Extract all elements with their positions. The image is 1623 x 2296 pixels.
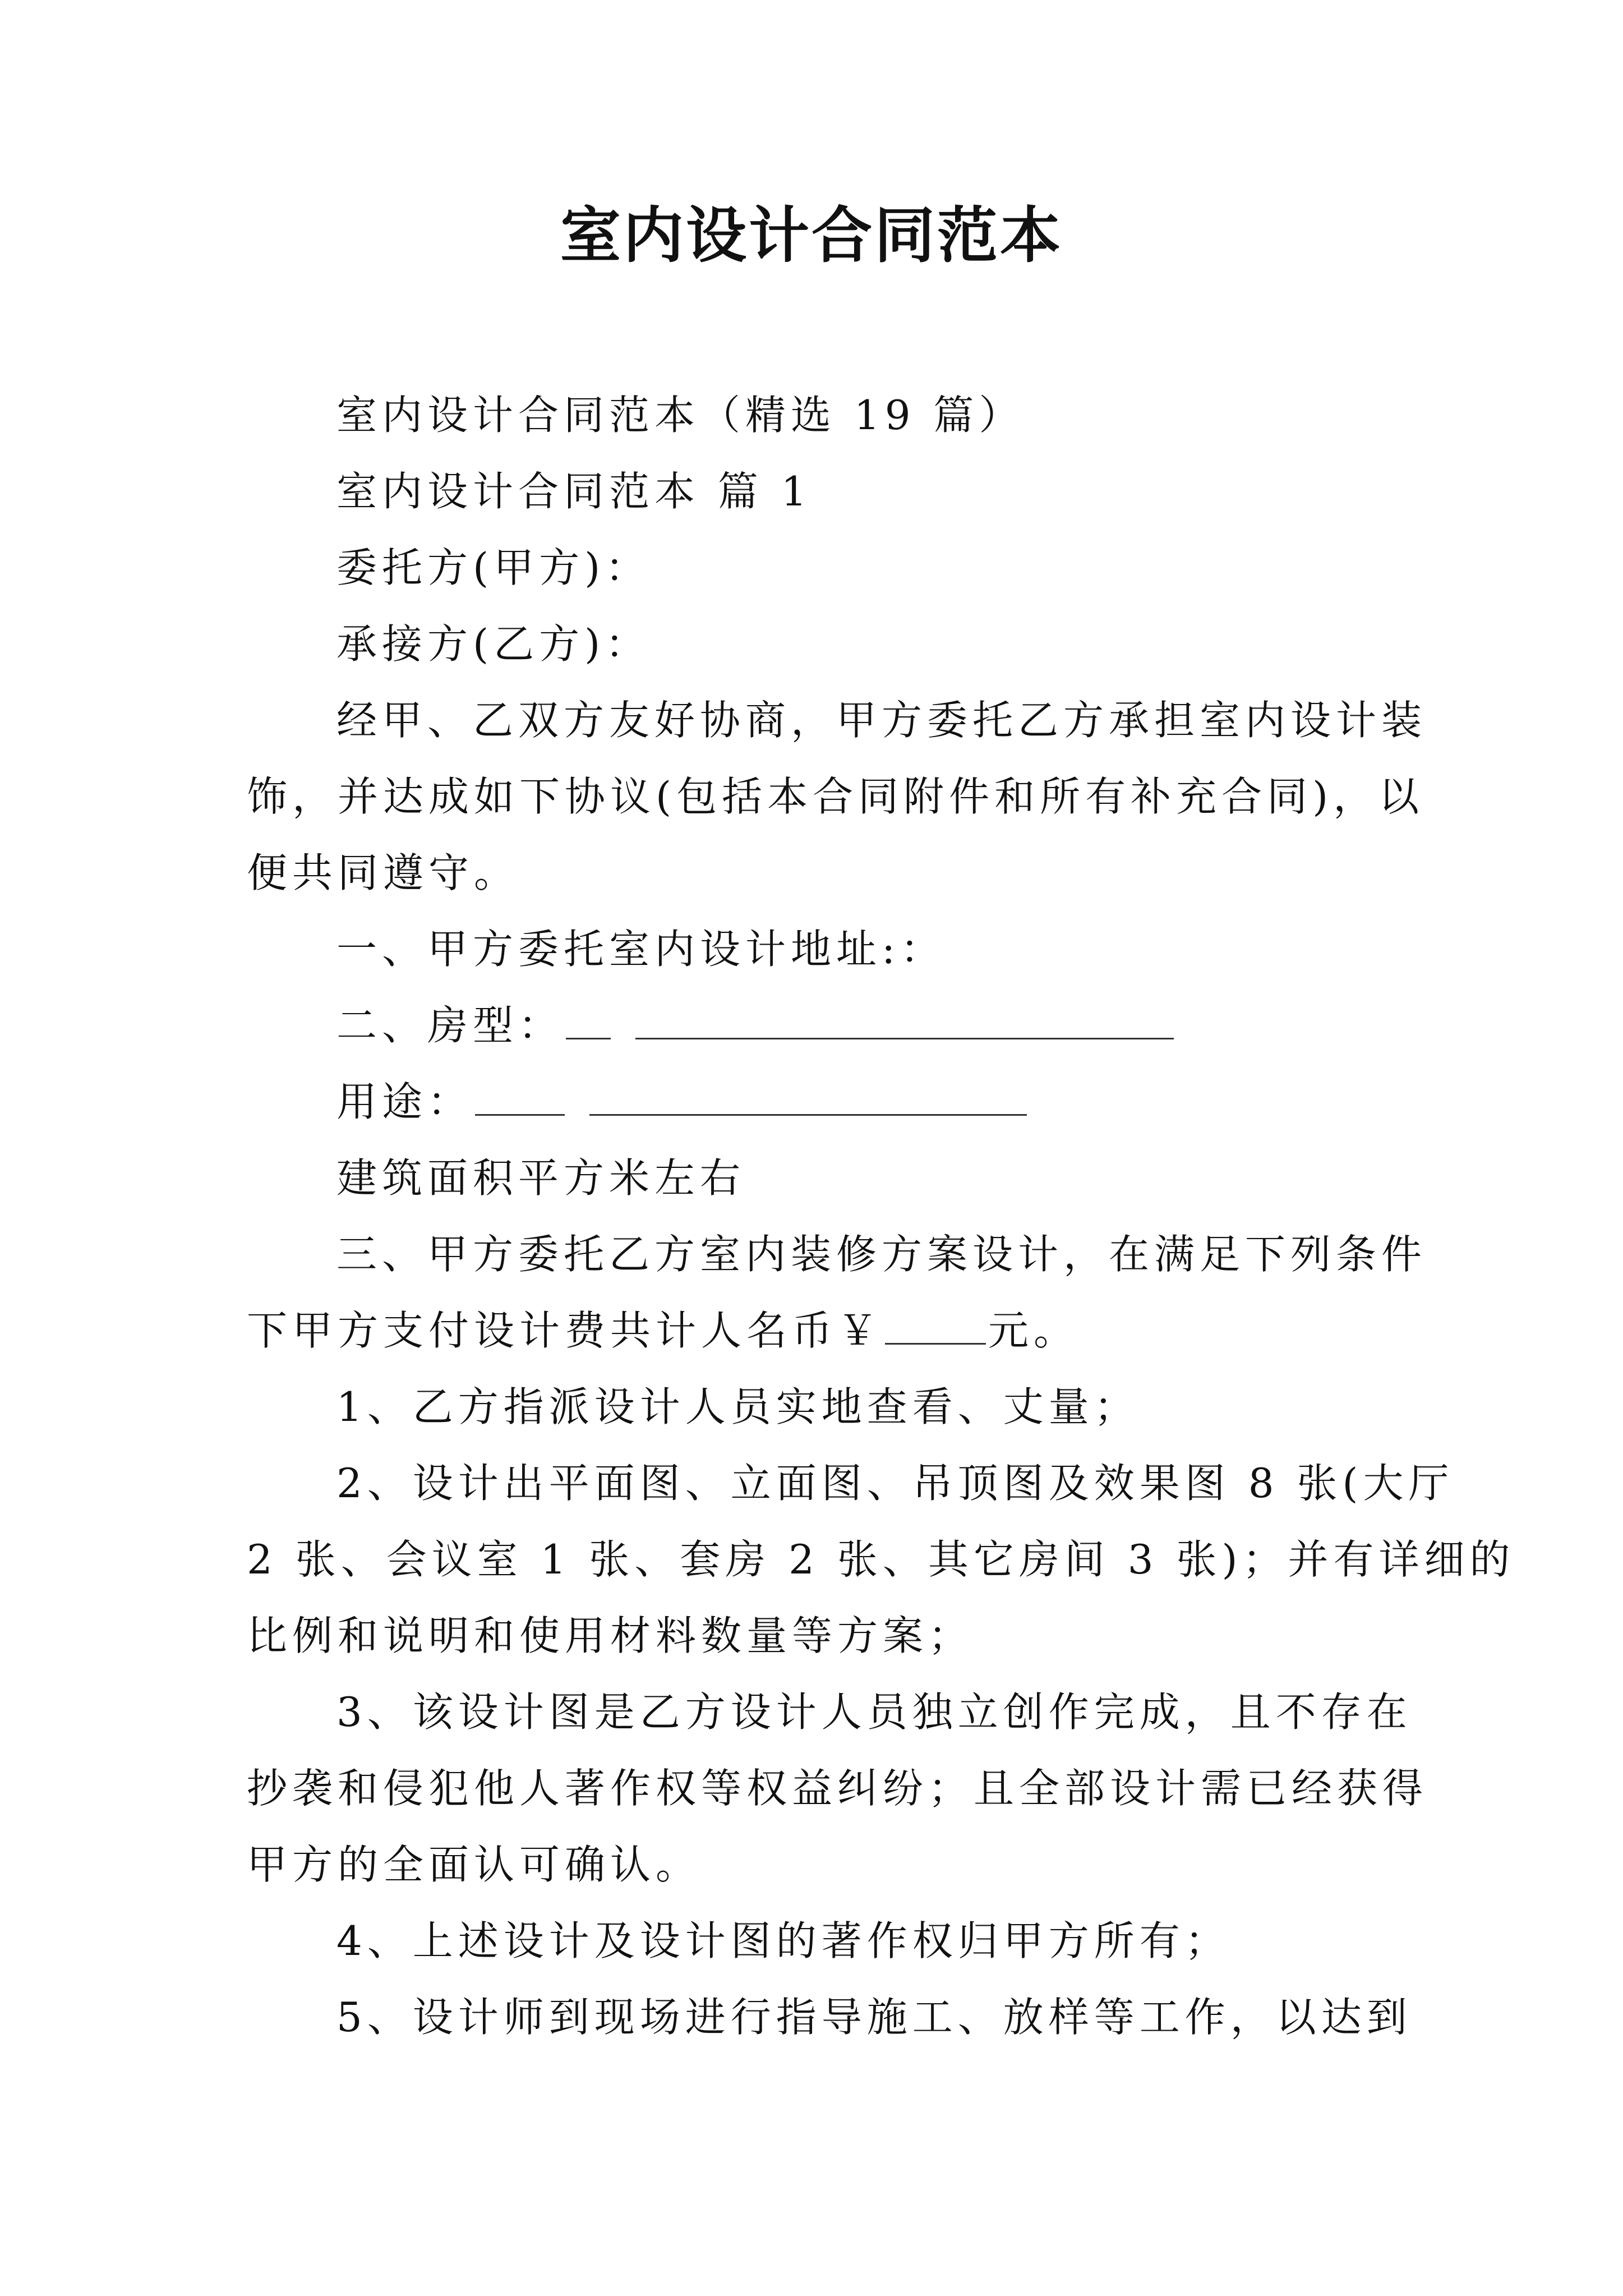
- paragraph-line: 三、甲方委托乙方室内装修方案设计，在满足下列条件: [336, 1231, 1427, 1278]
- fill-in-blank: [589, 1075, 1027, 1116]
- paragraph-line: 经甲、乙双方友好协商，甲方委托乙方承担室内设计装: [336, 697, 1427, 744]
- list-item: 2、设计出平面图、立面图、吊顶图及效果图 8 张(大厅: [336, 1460, 1454, 1507]
- party-b-line: 承接方(乙方)：: [336, 620, 651, 668]
- room-type-line: [336, 997, 1481, 1053]
- list-item-continuation: 抄袭和侵犯他人著作权等权益纠纷；且全部设计需已经获得: [247, 1765, 1428, 1812]
- party-a-line: 委托方(甲方)：: [336, 544, 651, 591]
- section-heading-line: 室内设计合同范本 篇 1: [336, 468, 812, 515]
- subtitle-line: 室内设计合同范本（精选 19 篇）: [336, 392, 1025, 439]
- list-item: 3、该设计图是乙方设计人员独立创作完成，且不存在: [336, 1688, 1412, 1736]
- document-title: 室内设计合同范本: [560, 200, 1063, 271]
- fee-unit: 元。: [988, 1307, 1080, 1354]
- paragraph-line: 饰，并达成如下协议(包括本合同附件和所有补充合同)，以: [247, 773, 1424, 820]
- fill-in-blank: [885, 1304, 986, 1345]
- address-line: 一、甲方委托室内设计地址:：: [336, 926, 946, 973]
- fill-in-blank: [475, 1075, 565, 1116]
- fill-in-blank: [635, 999, 1174, 1039]
- usage-line: [336, 1074, 1481, 1130]
- list-item: 4、上述设计及设计图的著作权归甲方所有；: [336, 1917, 1230, 1964]
- list-item: 5、设计师到现场进行指导施工、放样等工作，以达到: [336, 1994, 1412, 2041]
- list-item-continuation: 2 张、会议室 1 张、套房 2 张、其它房间 3 张)；并有详细的: [247, 1536, 1515, 1583]
- fee-line: [247, 1303, 1391, 1359]
- room-type-label: 二、房型：: [336, 1002, 564, 1049]
- list-item-continuation: 甲方的全面认可确认。: [247, 1841, 702, 1888]
- fee-label: 下甲方支付设计费共计人名币￥: [247, 1307, 883, 1354]
- usage-label: 用途：: [336, 1078, 473, 1125]
- paragraph-line: 便共同遵守。: [247, 849, 520, 896]
- fill-in-blank: [566, 999, 611, 1039]
- list-item: 1、乙方指派设计人员实地查看、丈量；: [336, 1383, 1140, 1430]
- area-line: 建筑面积平方米左右: [336, 1154, 746, 1202]
- list-item-continuation: 比例和说明和使用材料数量等方案；: [247, 1612, 974, 1659]
